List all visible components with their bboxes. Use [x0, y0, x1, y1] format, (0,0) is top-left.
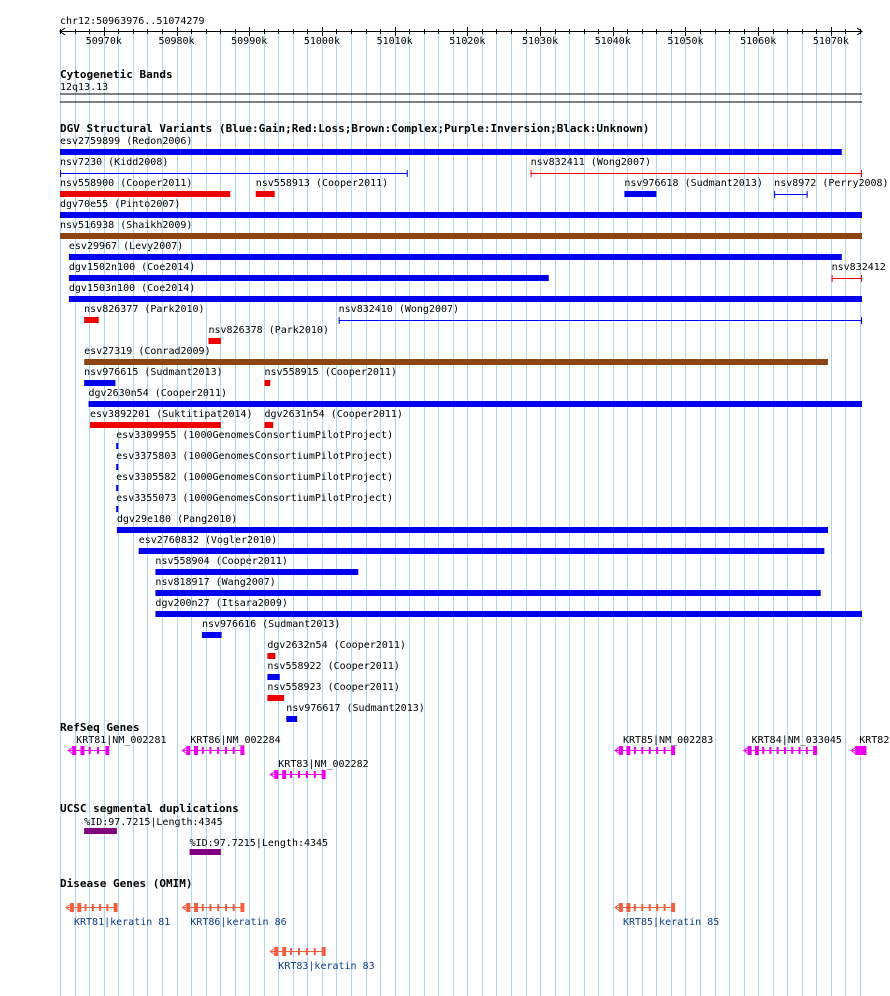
dgv-variant	[84, 346, 828, 365]
gene-exon	[671, 746, 675, 755]
gene-exon	[210, 747, 212, 754]
dgv-variant-label: nsv558904 (Cooper2011)	[155, 556, 288, 567]
dgv-variant	[155, 577, 820, 596]
gene-exon	[626, 903, 630, 912]
segdup-label: %ID:97.7215|Length:4345	[189, 838, 329, 849]
omim-gene-label: KRT85|keratin 85	[622, 917, 720, 928]
gene-exon	[210, 904, 212, 911]
dgv-variant-label: dgv2630n54 (Cooper2011)	[88, 388, 228, 399]
dgv-variant-bar	[116, 506, 118, 512]
dgv-variant-label: nsv558900 (Cooper2011)	[60, 178, 193, 189]
dgv-variant-label: nsv976616 (Sudmant2013)	[201, 619, 341, 630]
refseq-gene	[615, 735, 713, 755]
dgv-variant-label: dgv200n27 (Itsara2009)	[155, 598, 288, 609]
dgv-variant-bar	[117, 527, 828, 533]
dgv-variant	[90, 409, 253, 428]
dgv-variant-label: esv2760832 (Vogler2010)	[138, 535, 278, 546]
dgv-variant-bar	[624, 191, 656, 197]
refseq-track-title: RefSeq Genes	[60, 721, 140, 734]
gene-exon	[217, 904, 219, 911]
gene-exon	[233, 747, 235, 754]
gene-exon	[114, 903, 118, 912]
ruler-tick-label: 51050k	[667, 36, 704, 47]
dgv-variant-bar	[116, 464, 118, 470]
gene-exon	[80, 746, 84, 755]
locus-label: chr12:50963976..51074279	[60, 16, 205, 27]
segdup-track-title: UCSC segmental duplications	[60, 802, 239, 815]
dgv-variant	[339, 304, 862, 324]
dgv-variant-bar	[69, 254, 842, 260]
gene-exon	[298, 771, 300, 778]
refseq-track	[60, 721, 889, 779]
dgv-variant-label: dgv70e55 (Pinto2007)	[60, 199, 181, 210]
gene-exon	[671, 903, 675, 912]
ruler-tick-label: 51030k	[521, 36, 559, 47]
gene-exon	[859, 746, 863, 755]
dgv-variant-bar	[60, 233, 862, 239]
dgv-variant-bar	[264, 380, 270, 386]
ruler-tick-label: 51000k	[303, 36, 340, 47]
gene-exon	[664, 904, 666, 911]
gene-exon	[194, 903, 198, 912]
dgv-variant-label: esv3375803 (1000GenomesConsortiumPilotProject)	[116, 451, 394, 462]
omim-gene	[615, 903, 719, 928]
dgv-variant-label: nsv818917 (Wang2007)	[155, 577, 276, 588]
dgv-track-title: DGV Structural Variants (Blue:Gain;Red:Loss;Brown:Complex;Purple:Inversion;Black:Unknown)	[60, 122, 650, 135]
dgv-variant	[84, 367, 222, 386]
dgv-variant-label: esv27319 (Conrad2009)	[84, 346, 211, 357]
gene-exon	[784, 747, 786, 754]
refseq-gene	[182, 735, 280, 755]
dgv-variant	[624, 178, 762, 197]
dgv-variant-label: esv2759899 (Redon2006)	[60, 136, 193, 147]
refseq-gene-label: KRT83|NM_002282	[278, 759, 369, 770]
refseq-gene-label: KRT85|NM_002283	[622, 735, 714, 746]
gene-exon	[641, 904, 643, 911]
dgv-variant	[84, 304, 204, 323]
omim-track	[60, 877, 719, 972]
dgv-variant	[531, 157, 862, 177]
ruler-tick-label: 51040k	[594, 36, 631, 47]
gene-exon	[641, 747, 643, 754]
omim-gene-label: KRT83|keratin 83	[278, 961, 375, 972]
dgv-variant-bar	[90, 422, 221, 428]
refseq-gene	[270, 759, 368, 779]
gene-exon	[240, 746, 244, 755]
gene-exon	[791, 747, 793, 754]
dgv-variant	[267, 682, 399, 701]
refseq-gene	[68, 735, 166, 755]
dgv-variant-label: nsv558922 (Cooper2011)	[267, 661, 400, 672]
gene-exon	[813, 746, 817, 755]
dgv-variant	[117, 514, 828, 533]
dgv-variant-label: nsv826377 (Park2010)	[84, 304, 205, 315]
gene-exon	[306, 948, 308, 955]
dgv-features	[60, 136, 889, 722]
dgv-variant	[155, 556, 358, 575]
segdup-track	[60, 802, 328, 855]
omim-gene-label: KRT86|keratin 86	[190, 917, 287, 928]
gene-exon	[194, 746, 198, 755]
dgv-variant	[267, 661, 399, 680]
gene-exon	[92, 904, 94, 911]
dgv-variant-label: nsv558923 (Cooper2011)	[267, 682, 400, 693]
gene-exon	[862, 746, 866, 755]
dgv-variant-bar	[286, 716, 297, 722]
dgv-track	[60, 122, 889, 722]
dgv-variant-bar	[267, 653, 275, 659]
cyto-track-title: Cytogenetic Bands	[60, 68, 173, 81]
dgv-variant-label: nsv832411 (Wong2007)	[530, 157, 652, 168]
gene-exon	[634, 904, 636, 911]
refseq-gene-label: KRT82	[859, 735, 890, 746]
refseq-gene	[744, 735, 842, 755]
segdup-bar	[84, 828, 117, 834]
dgv-variant-bar	[155, 569, 358, 575]
gene-exon	[106, 904, 108, 911]
refseq-gene	[851, 735, 889, 755]
gene-exon	[233, 904, 235, 911]
gene-exon	[649, 747, 651, 754]
dgv-variant-label: nsv832412	[831, 262, 886, 273]
dgv-variant-label: nsv7230 (Kidd2008)	[60, 157, 169, 168]
gene-exon	[656, 747, 658, 754]
dgv-variant	[60, 136, 842, 155]
ruler-tick-label: 51060k	[740, 36, 777, 47]
dgv-variant-label: esv3892201 (Suktitipat2014)	[89, 409, 253, 420]
dgv-variant-label: nsv976617 (Sudmant2013)	[286, 703, 425, 714]
gene-exon	[202, 747, 204, 754]
dgv-variant-bar	[155, 611, 862, 617]
dgv-variant	[139, 535, 825, 554]
gene-exon	[656, 904, 658, 911]
dgv-variant-label: nsv976618 (Sudmant2013)	[624, 178, 763, 189]
gene-exon	[769, 747, 771, 754]
dgv-variant	[264, 409, 402, 428]
dgv-variant-bar	[60, 191, 230, 197]
cyto-track	[60, 68, 862, 102]
dgv-variant-bar	[267, 674, 279, 680]
ruler-tick-label: 51070k	[812, 36, 849, 47]
gene-exon	[77, 903, 81, 912]
dgv-variant-label: esv3309955 (1000GenomesConsortiumPilotProject)	[116, 430, 394, 441]
dgv-variant	[69, 283, 862, 302]
gene-exon	[314, 948, 316, 955]
segdup-bar	[190, 849, 221, 855]
segdup-item	[84, 817, 222, 834]
gene-exon	[755, 746, 759, 755]
dgv-variant-label: dgv1502n100 (Coe2014)	[68, 262, 196, 273]
gene-exon	[290, 771, 292, 778]
gene-exon	[105, 746, 109, 755]
dgv-variant-label: esv3305582 (1000GenomesConsortiumPilotProject)	[116, 472, 394, 483]
gene-exon	[806, 747, 808, 754]
dgv-variant-label: esv29967 (Levy2007)	[68, 241, 184, 252]
gene-exon	[282, 770, 286, 779]
dgv-variant-bar	[202, 632, 222, 638]
gene-exon	[626, 746, 630, 755]
dgv-variant	[60, 178, 230, 197]
ruler-tick-label: 50980k	[158, 36, 195, 47]
gene-exon	[799, 747, 801, 754]
ruler	[60, 16, 862, 47]
gene-exon	[298, 948, 300, 955]
dgv-variant-bar	[139, 548, 825, 554]
omim-gene	[182, 903, 286, 928]
dgv-variant-label: nsv976615 (Sudmant2013)	[84, 367, 223, 378]
dgv-variant-bar	[89, 401, 862, 407]
ruler-tick-label: 50990k	[231, 36, 268, 47]
refseq-gene-label: KRT84|NM_033045	[751, 735, 842, 746]
dgv-variant	[209, 325, 329, 344]
gene-exon	[202, 904, 204, 911]
dgv-variant-bar	[264, 422, 273, 428]
gene-exon	[762, 747, 764, 754]
dgv-variant-label: nsv8972 (Perry2008)	[774, 178, 889, 189]
dgv-variant-bar	[116, 485, 118, 491]
dgv-variant-bar	[84, 317, 99, 323]
dgv-variant	[69, 241, 842, 260]
gene-exon	[97, 747, 99, 754]
dgv-variant-bar	[69, 275, 549, 281]
dgv-variant-bar	[155, 590, 820, 596]
gene-exon	[240, 903, 244, 912]
dgv-variant-label: dgv1503n100 (Coe2014)	[68, 283, 196, 294]
dgv-variant-label: dgv2631n54 (Cooper2011)	[264, 409, 403, 420]
dgv-variant-label: dgv2632n54 (Cooper2011)	[267, 640, 406, 651]
dgv-variant	[60, 199, 862, 218]
gene-exon	[290, 948, 292, 955]
dgv-variant	[832, 262, 886, 282]
dgv-variant-bar	[69, 296, 862, 302]
dgv-variant-bar	[84, 380, 115, 386]
omim-features	[66, 903, 719, 972]
dgv-variant-label: nsv826378 (Park2010)	[208, 325, 329, 336]
gene-exon	[282, 947, 286, 956]
gene-exon	[649, 904, 651, 911]
dgv-variant-label: esv3355073 (1000GenomesConsortiumPilotProject)	[116, 493, 394, 504]
dgv-variant-label: nsv832410 (Wong2007)	[338, 304, 460, 315]
cyto-band-label: 12q13.13	[60, 82, 109, 93]
gene-exon	[777, 747, 779, 754]
dgv-variant-label: nsv558915 (Cooper2011)	[264, 367, 397, 378]
refseq-gene-label: KRT81|NM_002281	[76, 735, 167, 746]
dgv-variant-bar	[267, 695, 284, 701]
gene-exon	[664, 747, 666, 754]
ruler-axis	[60, 27, 862, 47]
dgv-variant	[60, 220, 862, 239]
dgv-variant-bar	[116, 443, 118, 449]
gene-exon	[225, 904, 227, 911]
dgv-variant	[60, 157, 408, 177]
gene-exon	[85, 904, 87, 911]
omim-gene-label: KRT81|keratin 81	[73, 917, 171, 928]
gene-exon	[99, 904, 101, 911]
dgv-variant-bar	[60, 149, 842, 155]
refseq-gene-label: KRT86|NM_002284	[190, 735, 281, 746]
dgv-variant-label: nsv516938 (Shaikh2009)	[60, 220, 193, 231]
dgv-variant	[256, 178, 388, 197]
ruler-tick-label: 51020k	[449, 36, 486, 47]
segdup-label: %ID:97.7215|Length:4345	[84, 817, 223, 828]
ruler-tick-label: 50970k	[85, 36, 122, 47]
gene-exon	[322, 947, 326, 956]
dgv-variant	[89, 388, 862, 407]
omim-track-title: Disease Genes (OMIM)	[60, 877, 193, 890]
dgv-variant-bar	[84, 359, 828, 365]
gene-exon	[322, 770, 326, 779]
dgv-variant-bar	[60, 212, 862, 218]
dgv-variant-bar	[209, 338, 221, 344]
gene-exon	[89, 747, 91, 754]
gene-exon	[306, 771, 308, 778]
gene-exon	[634, 747, 636, 754]
dgv-variant-label: dgv29e180 (Pang2010)	[116, 514, 238, 525]
gene-exon	[225, 747, 227, 754]
dgv-variant-bar	[256, 191, 275, 197]
gene-exon	[217, 747, 219, 754]
dgv-variant	[202, 619, 340, 638]
dgv-variant	[264, 367, 396, 386]
dgv-variant	[155, 598, 862, 617]
dgv-variant	[69, 262, 549, 281]
dgv-variant-label: nsv558913 (Cooper2011)	[255, 178, 389, 189]
gene-exon	[314, 771, 316, 778]
ruler-tick-label: 51010k	[376, 36, 413, 47]
